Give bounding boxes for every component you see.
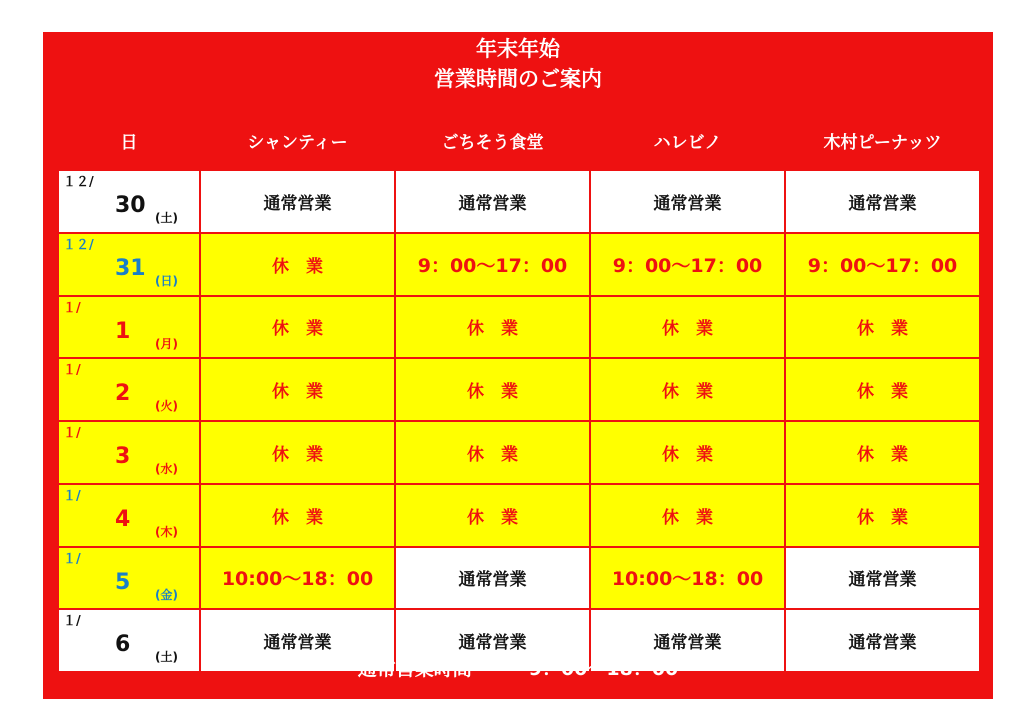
- hours-cell: 休 業: [785, 296, 980, 359]
- table-row: [58, 484, 980, 547]
- weekday-label: (土): [155, 650, 178, 665]
- hours-cell: 休 業: [590, 296, 785, 359]
- date-cell: [58, 547, 200, 610]
- date-cell: [58, 233, 200, 296]
- hours-cell: 9：00〜17：00: [590, 233, 785, 296]
- hours-cell: 通常営業: [785, 170, 980, 233]
- date-cell: [58, 421, 200, 484]
- schedule-notice: [43, 32, 993, 699]
- hours-cell: 休 業: [590, 358, 785, 421]
- header-shop-gochisou: ごちそう食堂: [395, 110, 590, 170]
- table-row: [58, 170, 980, 233]
- date-cell: [58, 484, 200, 547]
- table-row: [58, 547, 980, 610]
- month-label: １/: [63, 426, 81, 441]
- hours-cell: 10:00〜18：00: [590, 547, 785, 610]
- hours-cell: 休 業: [785, 484, 980, 547]
- header-shop-shanti: シャンティー: [200, 110, 395, 170]
- day-number: 3: [115, 444, 131, 469]
- hours-cell: 休 業: [395, 484, 590, 547]
- notice-title-line1: 年末年始: [476, 37, 560, 61]
- hours-table: [57, 109, 981, 673]
- hours-cell: 通常営業: [200, 609, 395, 672]
- day-number: 2: [115, 381, 131, 407]
- hours-cell: 休 業: [395, 421, 590, 484]
- hours-cell: 通常営業: [395, 547, 590, 610]
- weekday-label: (土): [155, 211, 178, 225]
- weekday-label: (木): [155, 524, 178, 539]
- hours-cell: 休 業: [590, 421, 785, 484]
- table-row: [58, 421, 980, 484]
- regular-hours-footer: 通常営業時間・・・9：00〜18：00: [357, 658, 679, 680]
- hours-cell: 休 業: [200, 296, 395, 359]
- month-label: １２/: [63, 237, 94, 253]
- table-row: [58, 233, 980, 296]
- hours-cell: 通常営業: [785, 609, 980, 672]
- day-number: 4: [115, 506, 131, 532]
- month-label: １/: [63, 300, 81, 316]
- hours-cell: 休 業: [200, 421, 395, 484]
- hours-cell: 休 業: [785, 421, 980, 484]
- hours-cell: 休 業: [395, 358, 590, 421]
- month-label: １/: [63, 551, 81, 567]
- table-row: [58, 358, 980, 421]
- weekday-label: (火): [155, 399, 178, 414]
- hours-cell: 9：00〜17：00: [395, 233, 590, 296]
- day-number: 6: [115, 632, 131, 658]
- hours-cell: 通常営業: [590, 609, 785, 672]
- header-date: 日: [58, 110, 200, 170]
- day-number: 30: [115, 193, 146, 218]
- hours-cell: 休 業: [785, 358, 980, 421]
- hours-cell: 休 業: [200, 358, 395, 421]
- date-cell: [58, 170, 200, 233]
- header-row: [58, 110, 980, 170]
- month-label: １/: [63, 488, 81, 504]
- day-number: 1: [115, 318, 131, 344]
- day-number: 5: [115, 569, 131, 595]
- day-number: 31: [115, 255, 146, 281]
- month-label: １/: [63, 363, 81, 379]
- hours-cell: 通常営業: [395, 609, 590, 672]
- weekday-label: (日): [155, 273, 178, 288]
- notice-title-line2: 営業時間のご案内: [434, 67, 602, 91]
- hours-cell: 通常営業: [395, 170, 590, 233]
- weekday-label: (水): [155, 462, 178, 476]
- weekday-label: (金): [155, 587, 178, 602]
- table-row: [58, 296, 980, 359]
- hours-cell: 休 業: [200, 484, 395, 547]
- hours-cell: 休 業: [200, 233, 395, 296]
- date-cell: [58, 358, 200, 421]
- month-label: １/: [63, 614, 81, 630]
- header-shop-harebino: ハレビノ: [590, 110, 785, 170]
- hours-cell: 通常営業: [200, 170, 395, 233]
- hours-cell: 10:00〜18：00: [200, 547, 395, 610]
- hours-cell: 休 業: [590, 484, 785, 547]
- hours-cell: 休 業: [395, 296, 590, 359]
- hours-cell: 通常営業: [590, 170, 785, 233]
- hours-cell: 通常営業: [785, 547, 980, 610]
- header-shop-kimura: 木村ピーナッツ: [785, 110, 980, 170]
- month-label: １２/: [63, 175, 94, 190]
- hours-cell: 9：00〜17：00: [785, 233, 980, 296]
- weekday-label: (月): [155, 336, 178, 351]
- date-cell: [58, 296, 200, 359]
